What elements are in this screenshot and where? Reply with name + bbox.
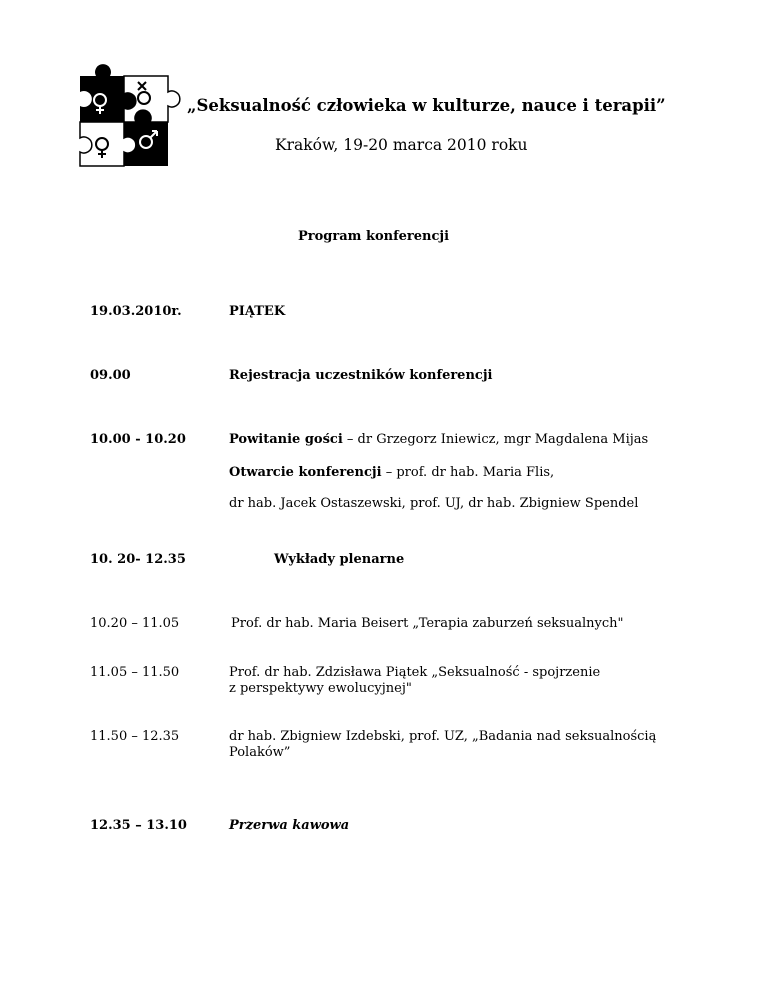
puzzle-gender-symbols-icon [66,62,186,174]
lecture-1-time: 10.20 – 11.05 [90,616,180,631]
lecture-2-time: 11.05 – 11.50 [90,665,180,680]
registration-time: 09.00 [90,368,131,383]
opening-line [229,465,554,480]
plenary-label: Wykłady plenarne [274,552,405,567]
lecture-3-line2: Polaków” [229,745,291,760]
welcome-line [229,432,648,447]
day-label: PIĄTEK [229,304,286,319]
conference-title: „Seksualność człowieka w kulturze, nauce i terapii” [187,96,666,115]
lecture-2-line2: z perspektywy ewolucyjnej" [229,681,412,696]
lecture-1-line1: Prof. dr hab. Maria Beisert „Terapia zaburzeń seksualnych" [231,616,624,631]
greeting-label: Powitanie gości [229,432,343,447]
conference-date-location: Kraków, 19-20 marca 2010 roku [275,136,528,154]
break-time: 12.35 – 13.10 [90,818,187,833]
day-date: 19.03.2010r. [90,304,182,319]
lecture-3-line1: dr hab. Zbigniew Izdebski, prof. UZ, „Badania nad seksualnością [229,729,657,744]
opening-label: Otwarcie konferencji [229,465,382,480]
opening-continuation: dr hab. Jacek Ostaszewski, prof. UJ, dr hab. Zbigniew Spendel [229,496,639,511]
program-heading: Program konferencji [298,229,450,244]
registration-text: Rejestracja uczestników konferencji [229,368,493,383]
plenary-time: 10. 20- 12.35 [90,552,186,567]
break-label: Przerwa kawowa [229,818,350,833]
greeting-text: – dr Grzegorz Iniewicz, mgr Magdalena Mijas [342,432,649,447]
lecture-2-line1: Prof. dr hab. Zdzisława Piątek „Seksualność - spojrzenie [229,665,601,680]
conference-logo [66,62,186,174]
lecture-3-time: 11.50 – 12.35 [90,729,180,744]
opening-text: – prof. dr hab. Maria Flis, [381,465,555,480]
welcome-time: 10.00 - 10.20 [90,432,186,447]
